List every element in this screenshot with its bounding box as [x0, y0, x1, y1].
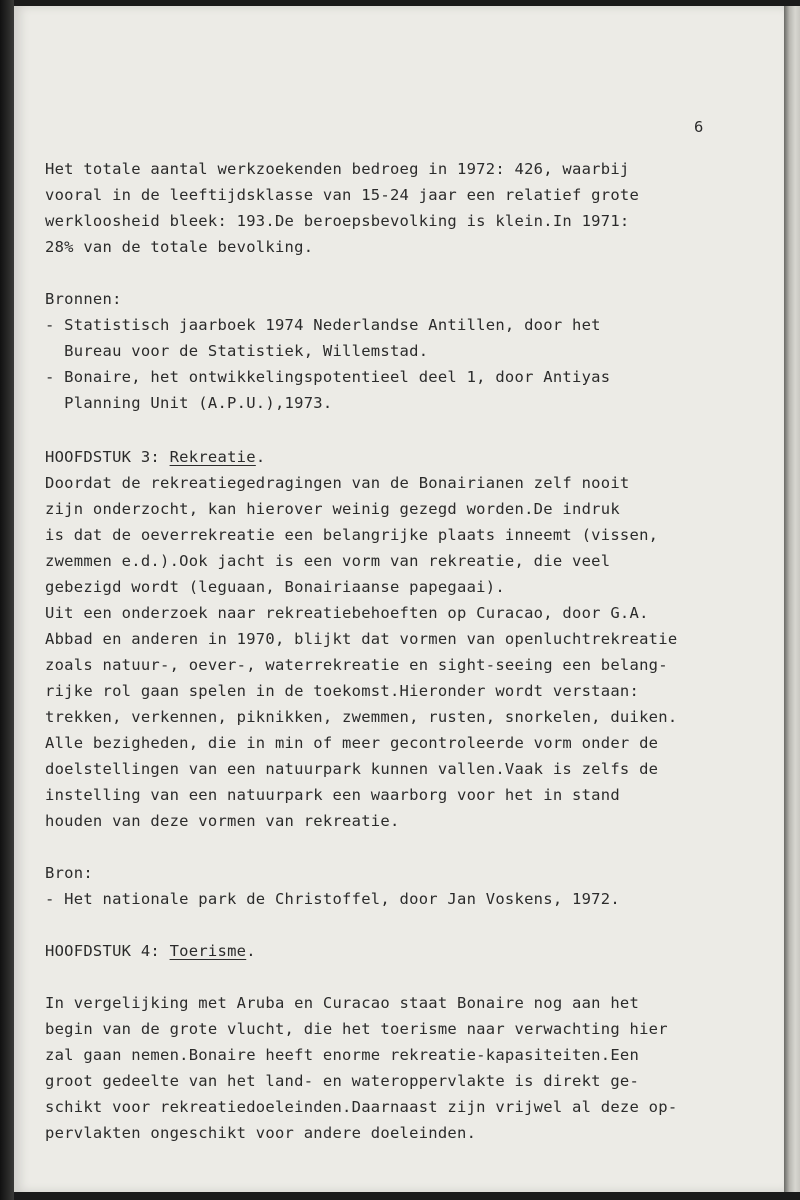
chapter-3-prefix: HOOFDSTUK 3:	[45, 448, 170, 466]
page-edge-stack	[784, 6, 800, 1192]
text-line: trekken, verkennen, piknikken, zwemmen, rusten, snorkelen, duiken.	[45, 708, 678, 726]
chapter-4-prefix: HOOFDSTUK 4:	[45, 942, 170, 960]
text-line: In vergelijking met Aruba en Curacao staat Bonaire nog aan het	[45, 994, 640, 1012]
text-line: Abbad en anderen in 1970, blijkt dat vormen van openluchtrekreatie	[45, 630, 678, 648]
text-line: instelling van een natuurpark een waarborg voor het in stand	[45, 786, 620, 804]
source-item: Bureau voor de Statistiek, Willemstad.	[45, 342, 429, 360]
text-line: rijke rol gaan spelen in de toekomst.Hieronder wordt verstaan:	[45, 682, 640, 700]
text-line: Uit een onderzoek naar rekreatiebehoeften op Curacao, door G.A.	[45, 604, 649, 622]
text-line: zijn onderzocht, kan hierover weinig gezegd worden.De indruk	[45, 500, 620, 518]
text-line: groot gedeelte van het land- en wateroppervlakte is direkt ge-	[45, 1072, 640, 1090]
text-line: Alle bezigheden, die in min of meer gecontroleerde vorm onder de	[45, 734, 659, 752]
document-page	[14, 6, 784, 1192]
chapter-3-suffix: .	[255, 448, 266, 466]
text-line: vooral in de leeftijdsklasse van 15-24 jaar een relatief grote	[45, 186, 640, 204]
page-number: 6	[694, 118, 704, 136]
text-line: gebezigd wordt (leguaan, Bonairiaanse papegaai).	[45, 578, 505, 596]
text-line: begin van de grote vlucht, die het toerisme naar verwachting hier	[45, 1020, 668, 1038]
text-line: zal gaan nemen.Bonaire heeft enorme rekreatie-kapasiteiten.Een	[45, 1046, 640, 1064]
sources-heading: Bron:	[45, 864, 93, 882]
source-item: - Het nationale park de Christoffel, door Jan Voskens, 1972.	[45, 890, 620, 908]
source-item: Planning Unit (A.P.U.),1973.	[45, 394, 333, 412]
text-line: Het totale aantal werkzoekenden bedroeg in 1972: 426, waarbij	[45, 160, 630, 178]
text-line: schikt voor rekreatiedoeleinden.Daarnaast zijn vrijwel al deze op-	[45, 1098, 678, 1116]
text-line: werkloosheid bleek: 193.De beroepsbevolking is klein.In 1971:	[45, 212, 630, 230]
chapter-3-heading	[45, 448, 265, 466]
chapter-4-suffix: .	[246, 942, 256, 960]
text-line: 28% van de totale bevolking.	[45, 238, 314, 256]
text-line: zwemmen e.d.).Ook jacht is een vorm van rekreatie, die veel	[45, 552, 611, 570]
book-spine-shadow	[0, 0, 14, 1200]
text-line: Doordat de rekreatiegedragingen van de Bonairianen zelf nooit	[45, 474, 630, 492]
text-line: doelstellingen van een natuurpark kunnen vallen.Vaak is zelfs de	[45, 760, 659, 778]
text-line: pervlakten ongeschikt voor andere doeleinden.	[45, 1124, 477, 1142]
sources-heading: Bronnen:	[45, 290, 122, 308]
chapter-4-title: Toerisme	[169, 942, 247, 960]
text-line: houden van deze vormen van rekreatie.	[45, 812, 400, 830]
chapter-3-title: Rekreatie	[169, 448, 256, 466]
source-item: - Statistisch jaarboek 1974 Nederlandse Antillen, door het	[45, 316, 601, 334]
source-item: - Bonaire, het ontwikkelingspotentieel deel 1, door Antiyas	[45, 368, 611, 386]
text-line: is dat de oeverrekreatie een belangrijke plaats inneemt (vissen,	[45, 526, 659, 544]
text-line: zoals natuur-, oever-, waterrekreatie en sight-seeing een belang-	[45, 656, 668, 674]
chapter-4-heading	[45, 942, 256, 960]
